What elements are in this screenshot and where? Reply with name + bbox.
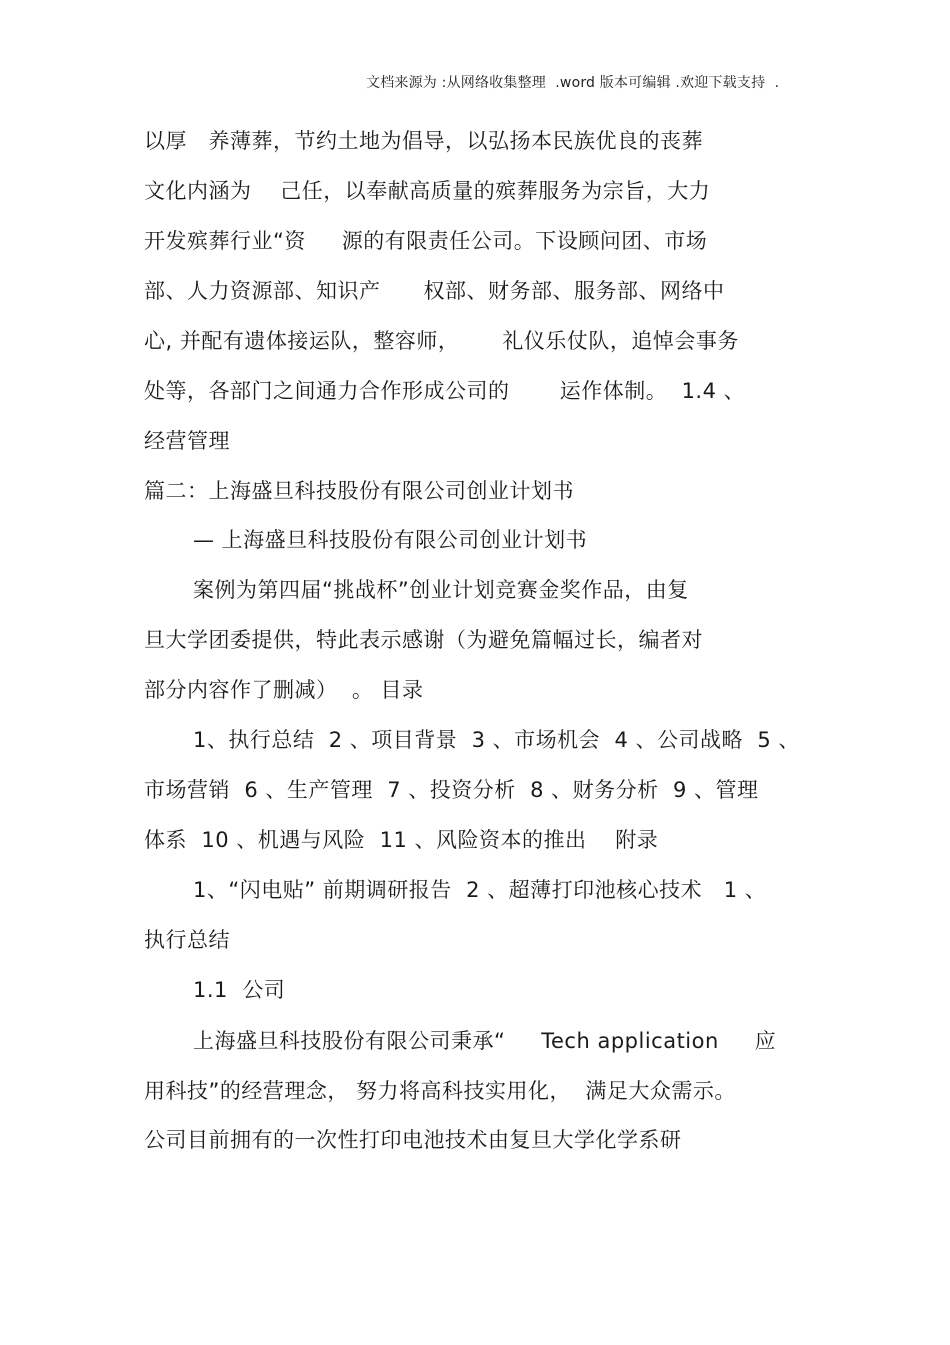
toc-line: 市场营销 6 、生产管理 7 、投资分析 8 、财务分析 9 、管理 bbox=[144, 778, 759, 802]
text-line: 案例为第四届“挑战杯”创业计划竞赛金奖作品，由复 bbox=[193, 578, 689, 602]
subtitle-line: — 上海盛旦科技股份有限公司创业计划书 bbox=[193, 528, 588, 552]
text-line: 文化内涵为 己任，以奉献高质量的殡葬服务为宗旨，大力 bbox=[144, 179, 711, 203]
text-line: 旦大学团委提供，特此表示感谢（为避免篇幅过长，编者对 bbox=[144, 628, 703, 652]
page-header-note: 文档来源为 :从网络收集整理 .word 版本可编辑 .欢迎下载支持 . bbox=[366, 75, 780, 91]
text-line: 部分内容作了删减） 。 目录 bbox=[144, 678, 424, 702]
text-line: 开发殡葬行业“资 源的有限责任公司。下设顾问团、市场 bbox=[144, 229, 708, 253]
text-line: 公司目前拥有的一次性打印电池技术由复旦大学化学系研 bbox=[144, 1128, 682, 1152]
text-line: 用科技”的经营理念， 努力将高科技实用化， 满足大众需示。 bbox=[144, 1079, 736, 1103]
toc-line: 1、执行总结 2 、项目背景 3 、市场机会 4 、公司战略 5 、 bbox=[193, 728, 800, 752]
section-heading: 篇二：上海盛旦科技股份有限公司创业计划书 bbox=[144, 479, 574, 503]
text-line: 心, 并配有遗体接运队，整容师， 礼仪乐仗队，追悼会事务 bbox=[144, 329, 739, 353]
text-line: 执行总结 bbox=[144, 928, 230, 952]
text-line: 上海盛旦科技股份有限公司秉承“ Tech application 应 bbox=[193, 1029, 777, 1053]
toc-line: 1、“闪电贴” 前期调研报告 2 、超薄打印池核心技术 1 、 bbox=[193, 878, 767, 902]
text-line: 经营管理 bbox=[144, 429, 230, 453]
text-line: 以厚 养薄葬，节约土地为倡导，以弘扬本民族优良的丧葬 bbox=[144, 129, 704, 153]
section-number-heading: 1.1 公司 bbox=[193, 978, 286, 1002]
text-line: 部、人力资源部、知识产 权部、财务部、服务部、网络中 bbox=[144, 279, 725, 303]
toc-line: 体系 10 、机遇与风险 11 、风险资本的推出 附录 bbox=[144, 828, 659, 852]
text-line: 处等，各部门之间通力合作形成公司的 运作体制。 1.4 、 bbox=[144, 379, 746, 403]
